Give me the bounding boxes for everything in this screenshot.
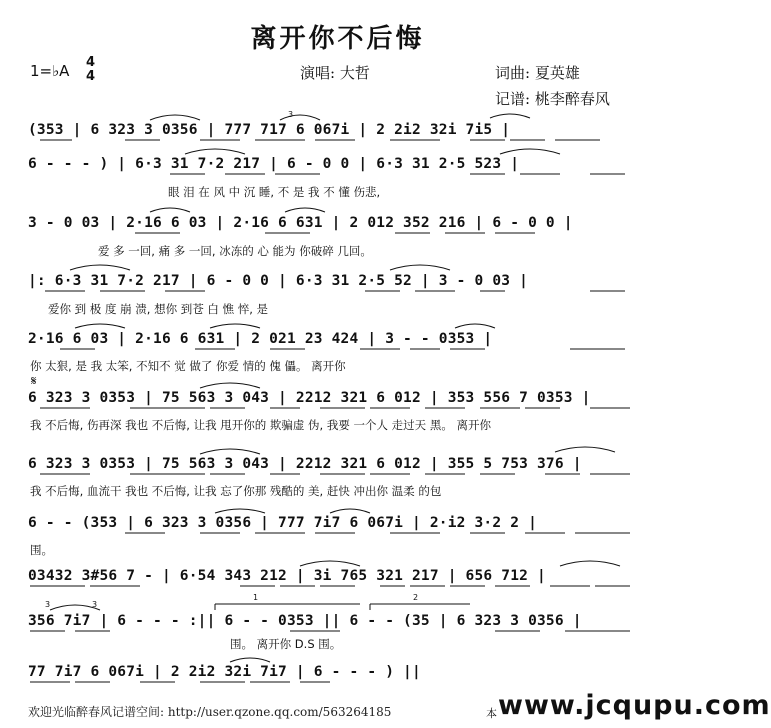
score-line: 6 323 3 0353 | 75 563 3 043 | 2212 321 6 012 | 355 5 753 376 |	[28, 456, 582, 472]
score-line: 6 323 3 0353 | 75 563 3 043 | 2212 321 6 012 | 353 556 7 0353 |	[28, 390, 591, 406]
lyric-line: 我 不后悔, 伤再深 我也 不后悔, 让我 甩开你的 欺骗虚 伪, 我要 一个人 走过天 黑。 离开你	[30, 418, 491, 432]
svg-text:3: 3	[92, 600, 98, 609]
lyric-line: 你 太狠, 是 我 太笨, 不知不 觉 做了 你爱 情的 傀 儡。 离开你	[30, 359, 346, 373]
notation-credit: 记谱: 桃李醉春风	[495, 90, 610, 108]
score-line: 2·16 6 03 | 2·16 6 631 | 2 021 23 424 | 3 - - 0353 |	[28, 331, 493, 347]
time-signature-bottom: 4	[86, 69, 96, 84]
score-line: 6 - - - ) | 6·3 31 7·2 217 | 6 - 0 0 | 6·3 31 2·5 523 |	[28, 156, 520, 172]
score-line: 6 - - (353 | 6 323 3 0356 | 777 7i7 6 067i | 2·i2 3·2 2 |	[28, 515, 537, 531]
score-line: 3 - 0 03 | 2·16 6 03 | 2·16 6 631 | 2 012 352 216 | 6 - 0 0 |	[28, 215, 573, 231]
svg-text:1: 1	[253, 593, 259, 602]
lyric-line: 围。 离开你 D.S 围。	[230, 637, 342, 651]
logo-prefix: 本	[486, 707, 497, 720]
score-line: 356 7i7 | 6 - - - :|| 6 - - 0353 || 6 - - (35 | 6 323 3 0356 |	[28, 613, 582, 629]
lyric-line: 爱 多 一回, 痛 多 一回, 冰冻的 心 能为 你破碎 几回。	[98, 244, 372, 258]
composer: 词曲: 夏英雄	[495, 64, 580, 82]
score-line: 77 7i7 6 067i | 2 2i2 32i 7i7 | 6 - - - ) ||	[28, 664, 421, 680]
score-line: 03432 3#56 7 - | 6·54 343 212 | 3i 765 321 217 | 656 712 |	[28, 568, 546, 584]
lyric-line: 爱你 到 极 度 崩 溃, 想你 到苍 白 憔 悴, 是	[48, 302, 269, 316]
key-signature: 1=♭A	[30, 62, 70, 80]
site-logo: www.jcqupu.com	[498, 690, 771, 721]
lyric-line: 围。	[30, 543, 53, 557]
score-line: (353 | 6 323 3 0356 | 777 717 6 067i | 2 2i2 32i 7i5 |	[28, 122, 511, 138]
score-line: |: 6·3 31 7·2 217 | 6 - 0 0 | 6·3 31 2·5 52 | 3 - 0 03 |	[28, 273, 529, 289]
svg-text:2: 2	[413, 593, 419, 602]
singer: 演唱: 大哲	[300, 64, 370, 82]
lyric-line: 眼 泪 在 风 中 沉 睡, 不 是 我 不 懂 伤悲,	[168, 185, 381, 199]
svg-text:3: 3	[45, 600, 51, 609]
time-signature-top: 4	[86, 55, 96, 70]
song-title: 离开你不后悔	[250, 24, 425, 54]
segno-sign: 𝄋	[31, 374, 37, 389]
lyric-line: 我 不后悔, 血流干 我也 不后悔, 让我 忘了你那 残酷的 美, 赶快 冲出你 温柔 的包	[30, 484, 442, 498]
svg-text:3: 3	[288, 110, 294, 119]
footer-text: 欢迎光临醉春风记谱空间: http://user.qzone.qq.com/563264185	[28, 705, 392, 719]
